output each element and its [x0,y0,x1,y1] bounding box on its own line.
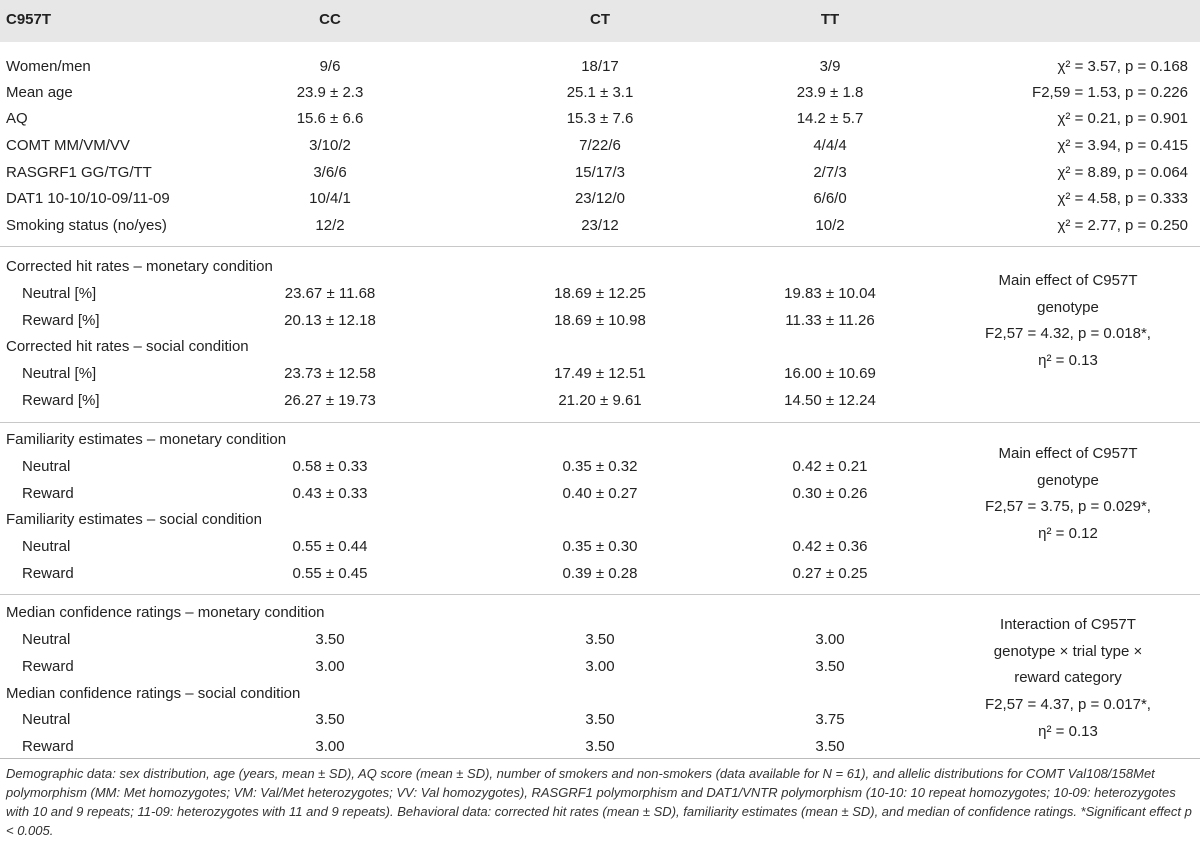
row-label: Neutral [%] [22,285,97,302]
section-title: Familiarity estimates – social condition [6,511,262,528]
cell-tt: 3.00 [815,631,845,648]
row-label: Neutral [22,458,71,475]
table-row [0,105,1200,132]
row-label: DAT1 10-10/10-09/11-09 [6,190,170,207]
cell-ct: 23/12 [581,217,619,234]
table-footnote: Demographic data: sex distribution, age (years, mean ± SD), AQ score (mean ± SD), number of smokers and non-smokers (data available for N = 61), and allelic distributions for COMT Val108/158Met polymorphism (MM: Met homozygotes; VM: Val/Met heterozygotes; VV: Val homozygotes), RASGRF1 polymorphism and DAT1/VNTR polymorphism (10-10: 10 repeat homozygotes; 10-09: heterozygotes with 10 and 9 repeats; 11-09: heterozygotes with 11 and 9 repeats). Behavioral data: corrected hit rates (mean ± SD), familiarity estimates (mean ± SD), and median of confidence ratings. *Significant effect p < 0.005. [6,766,1192,838]
row-label: RASGRF1 GG/TG/TT [6,164,152,181]
cell-ct: 15/17/3 [574,164,626,181]
section-title: Median confidence ratings – social condition [6,685,301,702]
table-row [0,212,1200,239]
cell-tt: 0.30 ± 0.26 [792,485,868,502]
cell-ct: 15.3 ± 7.6 [566,110,634,127]
cell-cc: 0.43 ± 0.33 [292,485,368,502]
section-title: Median confidence ratings – monetary condition [6,604,325,621]
cell-stat: χ² = 0.21, p = 0.901 [1057,110,1188,127]
cell-cc: 20.13 ± 12.18 [284,312,376,329]
row-label: Reward [22,565,74,582]
cell-ct: 3.50 [585,711,615,728]
cell-cc: 3.50 [315,711,345,728]
row-label: Reward [22,738,74,755]
section-title: Corrected hit rates – social condition [6,338,249,355]
header-ct: CT [590,11,610,28]
row-label: Mean age [6,84,73,101]
cell-tt: 10/2 [815,217,845,234]
row-label: Reward [22,485,74,502]
row-label: Reward [%] [22,392,100,409]
cell-ct: 18/17 [581,58,619,75]
cell-cc: 12/2 [315,217,345,234]
table-row [0,185,1200,212]
cell-cc: 3.50 [315,631,345,648]
cell-stat: χ² = 8.89, p = 0.064 [1057,164,1188,181]
cell-tt: 0.27 ± 0.25 [792,565,868,582]
cell-stat: χ² = 4.58, p = 0.333 [1057,190,1188,207]
header-tt: TT [820,11,840,28]
cell-ct: 0.35 ± 0.30 [562,538,638,555]
cell-stat: F2,59 = 1.53, p = 0.226 [1032,84,1188,101]
row-label: Reward [%] [22,312,100,329]
cell-tt: 6/6/0 [813,190,847,207]
cell-stat: χ² = 3.94, p = 0.415 [1057,137,1188,154]
cell-tt: 11.33 ± 11.26 [785,312,875,329]
header-genotype: C957T [6,11,52,28]
cell-cc: 0.55 ± 0.44 [292,538,368,555]
cell-stat: χ² = 2.77, p = 0.250 [1057,217,1188,234]
cell-tt: 4/4/4 [813,137,847,154]
cell-cc: 3/6/6 [313,164,347,181]
cell-ct: 0.39 ± 0.28 [562,565,638,582]
row-label: Neutral [%] [22,365,97,382]
effect-statistic: Main effect of C957T genotype F2,57 = 4.32, p = 0.018*, η² = 0.13 [985,272,1151,370]
effect-statistic: Interaction of C957T genotype × trial type × reward category F2,57 = 4.37, p = 0.017*, η² = 0.13 [985,616,1151,740]
header-cc: CC [319,11,341,28]
section-title: Corrected hit rates – monetary condition [6,258,273,275]
cell-tt: 0.42 ± 0.36 [792,538,868,555]
cell-cc: 3.00 [315,658,345,675]
row-label: AQ [6,110,28,127]
cell-cc: 0.55 ± 0.45 [292,565,368,582]
cell-ct: 21.20 ± 9.61 [558,392,642,409]
cell-ct: 18.69 ± 10.98 [554,312,646,329]
row-label: Smoking status (no/yes) [6,217,167,234]
cell-tt: 0.42 ± 0.21 [792,458,868,475]
cell-cc: 3.00 [315,738,345,755]
cell-ct: 0.35 ± 0.32 [562,458,638,475]
table-bottom-rule [0,758,1200,759]
cell-tt: 3.50 [815,738,845,755]
row-label: Neutral [22,631,71,648]
cell-cc: 26.27 ± 19.73 [284,392,376,409]
cell-ct: 18.69 ± 12.25 [554,285,646,302]
cell-tt: 3.50 [815,658,845,675]
cell-cc: 3/10/2 [309,137,351,154]
cell-cc: 10/4/1 [309,190,351,207]
cell-ct: 0.40 ± 0.27 [562,485,638,502]
cell-tt: 2/7/3 [813,164,847,181]
section-title: Familiarity estimates – monetary condition [6,431,287,448]
section-divider [0,422,1200,423]
table-row [0,560,1200,587]
cell-tt: 3/9 [819,58,841,75]
effect-statistic: Main effect of C957T genotype F2,57 = 3.75, p = 0.029*, η² = 0.12 [985,445,1151,543]
cell-tt: 23.9 ± 1.8 [796,84,864,101]
cell-ct: 25.1 ± 3.1 [566,84,634,101]
row-label: Reward [22,658,74,675]
cell-cc: 23.67 ± 11.68 [284,285,376,302]
row-label: Neutral [22,711,71,728]
cell-ct: 3.50 [585,631,615,648]
cell-tt: 14.2 ± 5.7 [796,110,864,127]
cell-ct: 3.50 [585,738,615,755]
cell-cc: 15.6 ± 6.6 [296,110,364,127]
cell-cc: 0.58 ± 0.33 [292,458,368,475]
table-row [0,159,1200,186]
table-row [0,79,1200,106]
cell-ct: 17.49 ± 12.51 [554,365,646,382]
table-header [0,0,1200,42]
row-label: Women/men [6,58,91,75]
table-row [0,387,1200,414]
cell-ct: 23/12/0 [574,190,626,207]
cell-tt: 3.75 [815,711,845,728]
cell-stat: χ² = 3.57, p = 0.168 [1057,58,1188,75]
table-row [0,132,1200,159]
cell-cc: 23.9 ± 2.3 [296,84,364,101]
table-row [0,53,1200,80]
cell-ct: 7/22/6 [579,137,621,154]
cell-tt: 16.00 ± 10.69 [784,365,876,382]
cell-ct: 3.00 [585,658,615,675]
cell-tt: 14.50 ± 12.24 [784,392,876,409]
row-label: COMT MM/VM/VV [6,137,130,154]
section-divider [0,246,1200,247]
section-divider [0,594,1200,595]
cell-tt: 19.83 ± 10.04 [784,285,876,302]
row-label: Neutral [22,538,71,555]
cell-cc: 23.73 ± 12.58 [284,365,376,382]
cell-cc: 9/6 [319,58,341,75]
